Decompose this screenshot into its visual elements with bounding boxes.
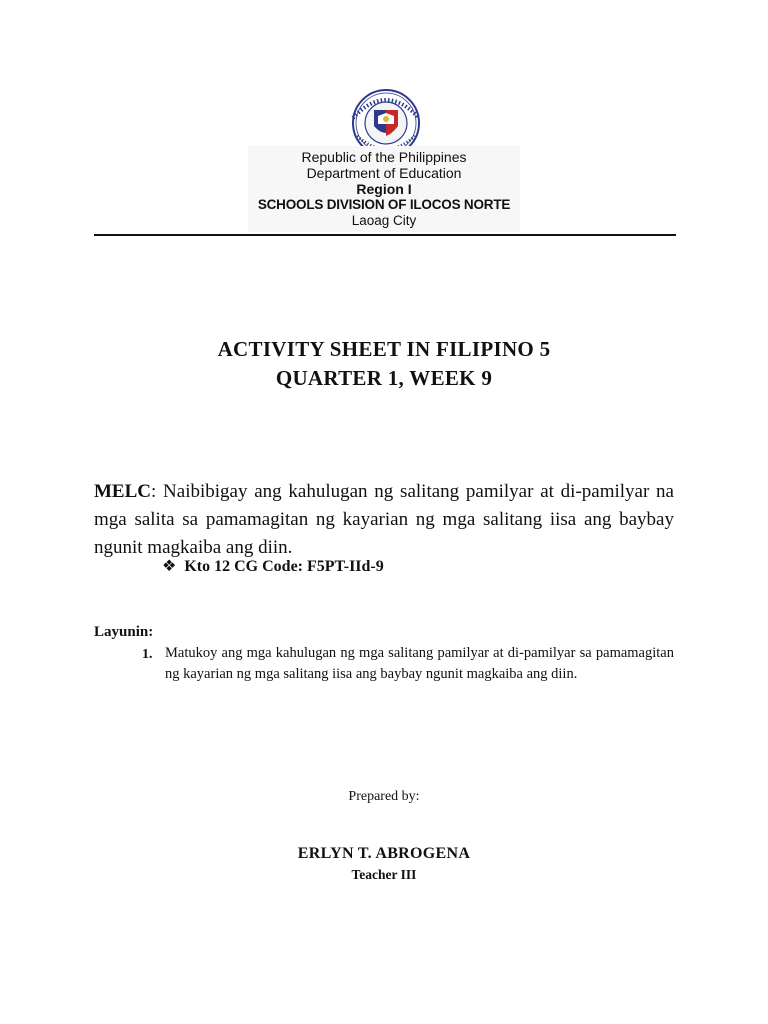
header-region: Region I (356, 181, 412, 197)
author-role: Teacher III (351, 867, 417, 882)
header-republic: Republic of the Philippines (301, 149, 467, 165)
cg-code (162, 556, 384, 576)
author-name: ERLYN T. ABROGENA (297, 845, 471, 862)
melc-label: MELC (94, 481, 151, 502)
diamond-bullet-icon: ❖ (162, 558, 177, 575)
melc-paragraph (94, 478, 674, 562)
cg-code-text: Kto 12 CG Code: F5PT-IId-9 (184, 558, 384, 575)
objective-text: Matukoy ang mga kahulugan ng mga salitang pamilyar at di-pamilyar sa pamamagitan ng kayarian ng mga salitang iisa ang baybay ngunit magkaiba ang diin. (165, 645, 674, 682)
header-department: Department of Education (306, 165, 462, 181)
page-title: ACTIVITY SHEET IN FILIPINO 5 (217, 337, 551, 361)
melc-text: : Naibibigay ang kahulugan ng salitang pamilyar at di-pamilyar na mga salita sa pamamagitan ng kayarian ng mga salitang iisa ang baybay ngunit magkaiba ang diin. (94, 481, 674, 558)
objective-number: 1. (142, 647, 153, 662)
header-divider (94, 234, 676, 236)
header-division: SCHOOLS DIVISION OF ILOCOS NORTE (257, 197, 511, 212)
page-subtitle: QUARTER 1, WEEK 9 (275, 366, 493, 390)
layunin-label: Layunin: (94, 624, 154, 640)
header-city: Laoag City (351, 213, 417, 228)
header-block (248, 146, 520, 232)
prepared-by-label: Prepared by: (348, 789, 420, 804)
